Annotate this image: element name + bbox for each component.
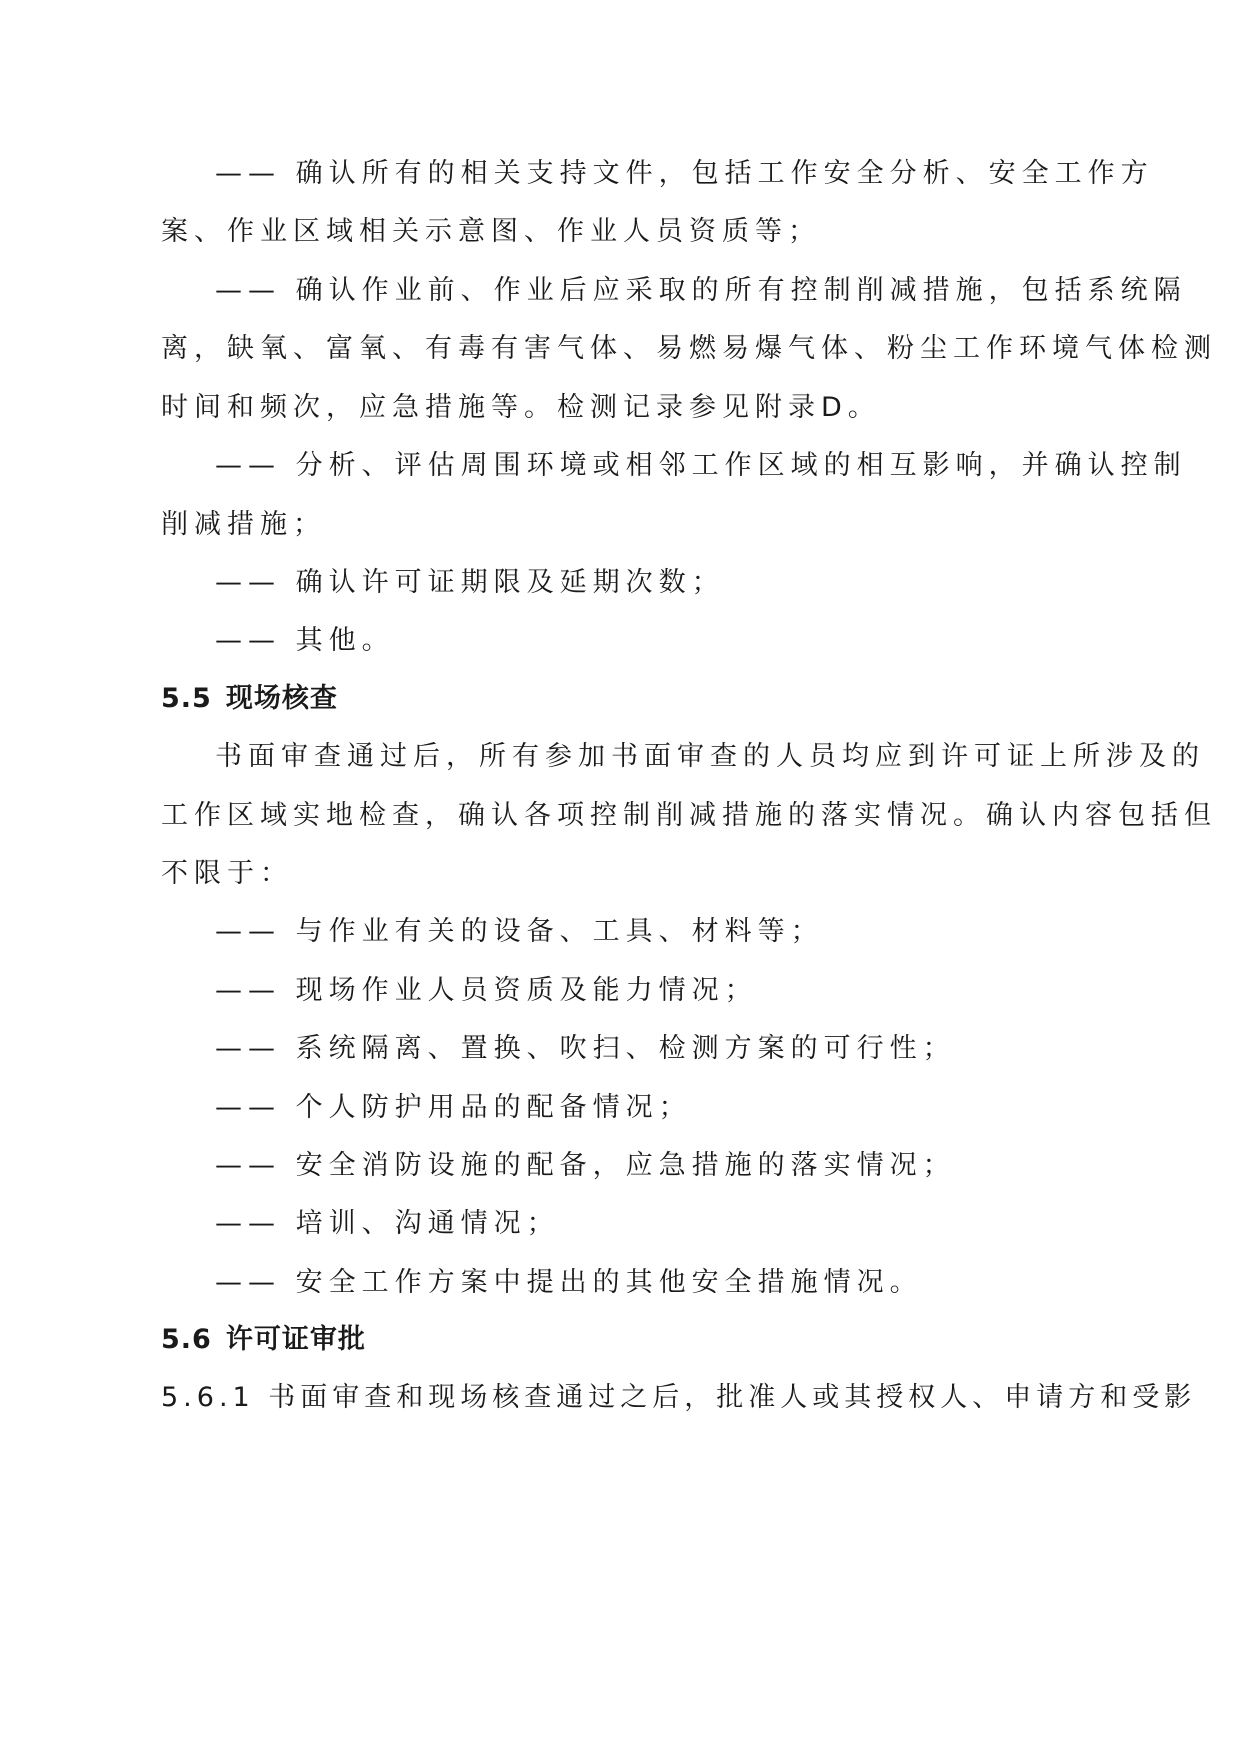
bullet-fire-facilities: —— 安全消防设施的配备，应急措施的落实情况； <box>215 1150 956 1181</box>
section-title: 现场核查 <box>225 683 338 714</box>
bullet-training: —— 培训、沟通情况； <box>215 1208 560 1239</box>
bullet-permit-period: —— 确认许可证期限及延期次数； <box>215 567 725 598</box>
paragraph-onsite-check: 书面审查通过后，所有参加书面审查的人员均应到许可证上所涉及的 <box>215 741 1205 772</box>
section-heading-5-6 <box>161 1320 366 1360</box>
bullet-isolation: —— 系统隔离、置换、吹扫、检测方案的可行性； <box>215 1033 956 1064</box>
bullet-other-measures: —— 安全工作方案中提出的其他安全措施情况。 <box>215 1267 923 1298</box>
paragraph-continuation: 工作区域实地检查，确认各项控制削减措施的落实情况。确认内容包括但 <box>161 800 1217 831</box>
section-number: 5.5 <box>161 683 212 714</box>
section-heading-5-5 <box>161 679 338 719</box>
paragraph-continuation: 时间和频次，应急措施等。检测记录参见附录D。 <box>161 392 881 423</box>
bullet-confirm-documents: —— 确认所有的相关支持文件，包括工作安全分析、安全工作方 <box>215 158 1154 189</box>
bullet-personnel: —— 现场作业人员资质及能力情况； <box>215 975 758 1006</box>
section-number: 5.6 <box>161 1324 212 1355</box>
section-title: 许可证审批 <box>225 1324 366 1355</box>
paragraph-continuation: 离，缺氧、富氧、有毒有害气体、易燃易爆气体、粉尘工作环境气体检测 <box>161 333 1217 364</box>
paragraph-continuation: 不限于： <box>161 858 293 889</box>
bullet-analyze-environment: —— 分析、评估周围环境或相邻工作区域的相互影响，并确认控制 <box>215 450 1187 481</box>
bullet-confirm-controls: —— 确认作业前、作业后应采取的所有控制削减措施，包括系统隔 <box>215 275 1187 306</box>
paragraph-continuation: 案、作业区域相关示意图、作业人员资质等； <box>161 216 821 247</box>
bullet-ppe: —— 个人防护用品的配备情况； <box>215 1092 692 1123</box>
clause-5-6-1: 5.6.1 书面审查和现场核查通过之后，批准人或其授权人、申请方和受影 <box>161 1382 1197 1413</box>
bullet-other: —— 其他。 <box>215 625 395 656</box>
paragraph-continuation: 削减措施； <box>161 509 326 540</box>
bullet-equipment: —— 与作业有关的设备、工具、材料等； <box>215 916 824 947</box>
